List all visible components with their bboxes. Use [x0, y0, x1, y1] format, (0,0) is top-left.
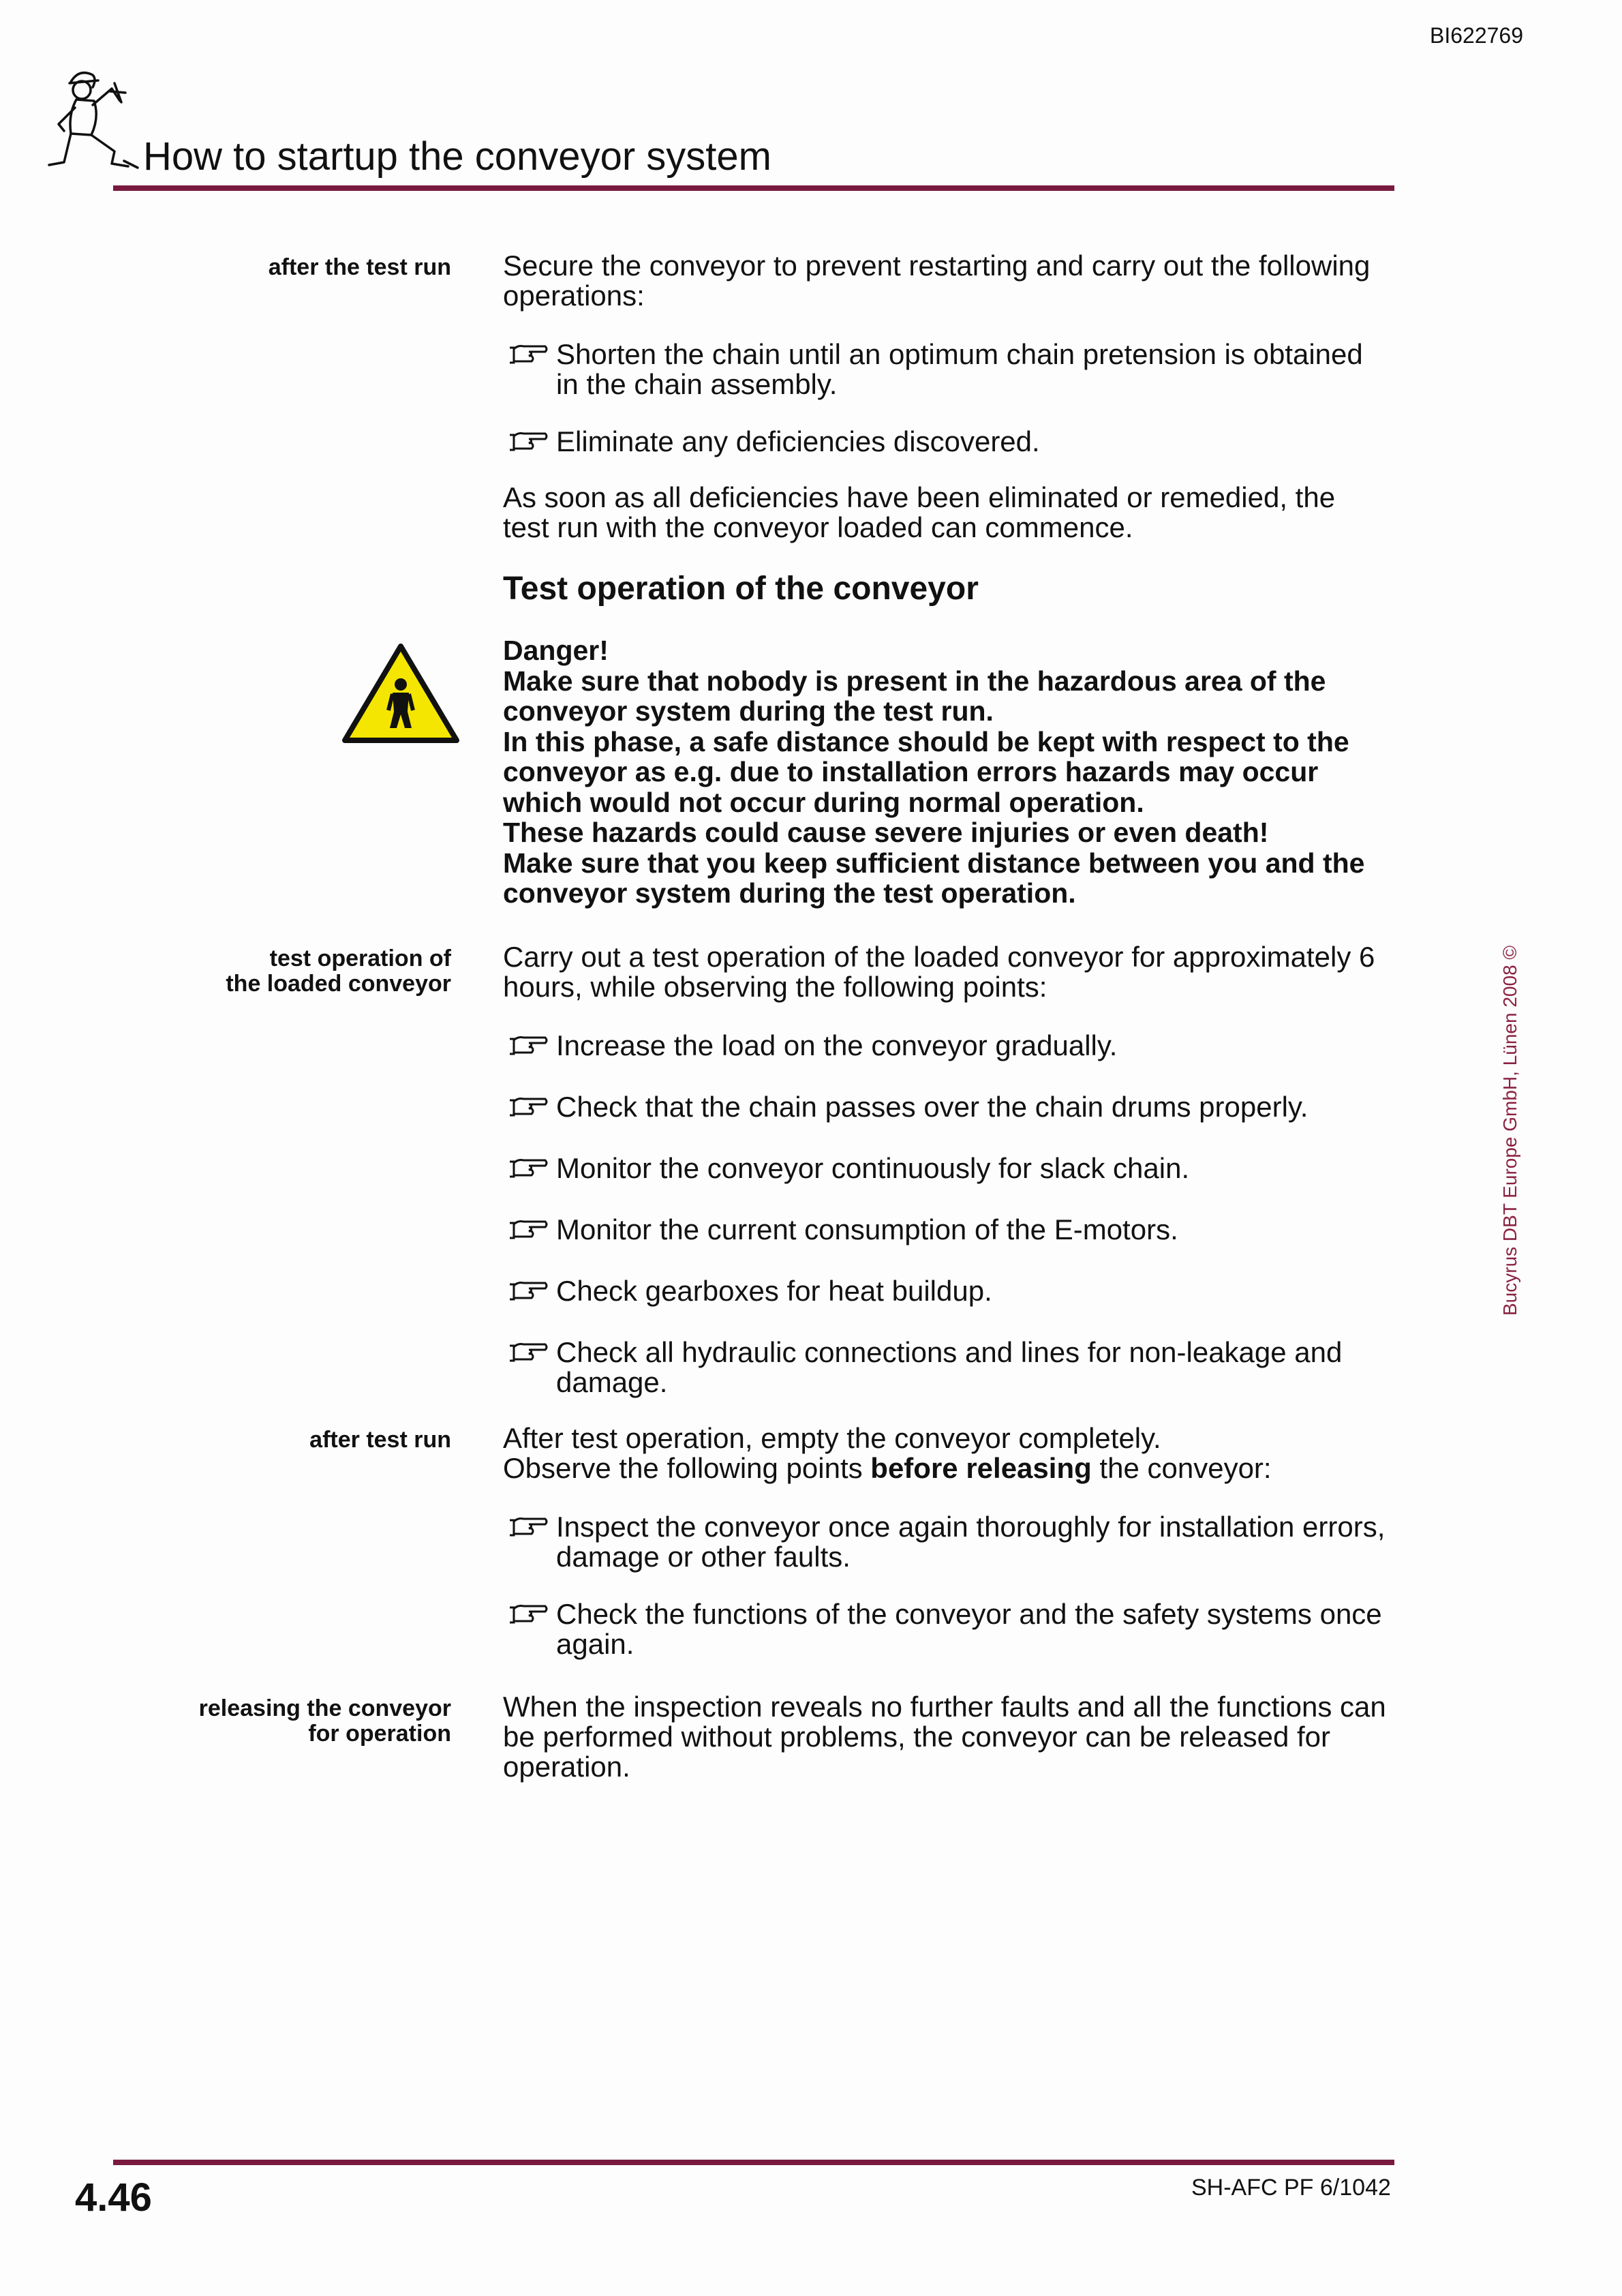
danger-line: In this phase, a safe distance should be kept with respect to the conveyor as e.g. due to installation errors hazards may occur which would not occur during normal operation. — [503, 725, 1349, 818]
instruction-line: After test operation, empty the conveyor completely. — [503, 1422, 1161, 1454]
label-line: the loaded conveyor — [226, 971, 451, 997]
label-after-test-run: after test run — [309, 1427, 451, 1453]
list-item-text: Shorten the chain until an optimum chain pretension is obtained in the chain assembly. — [556, 338, 1363, 400]
label-test-operation-loaded — [123, 946, 451, 997]
pointing-hand-icon — [508, 1032, 549, 1059]
intro-text: Carry out a test operation of the loaded conveyor for approximately 6 hours, while observing the following points: — [503, 941, 1375, 1003]
list-item — [503, 1276, 1389, 1306]
page-number: 4.46 — [75, 2175, 152, 2220]
copyright-notice: Bucyrus DBT Europe GmbH, Lünen 2008 © — [1499, 945, 1520, 1316]
pointing-hand-icon — [508, 1216, 549, 1243]
list-item — [503, 339, 1389, 399]
section-after-the-test-run — [503, 251, 1389, 543]
document-id: BI622769 — [1430, 23, 1524, 48]
pointing-hand-icon — [508, 1093, 549, 1121]
list-item-text: Monitor the conveyor continuously for slack chain. — [556, 1152, 1190, 1184]
danger-title: Danger! — [503, 635, 609, 666]
danger-notice — [503, 635, 1389, 909]
danger-line: Make sure that nobody is present in the hazardous area of the conveyor system during the test run. — [503, 665, 1326, 727]
pointing-hand-icon — [508, 1278, 549, 1305]
list-item — [503, 427, 1389, 457]
page-title: How to startup the conveyor system — [143, 134, 771, 179]
label-line: for operation — [308, 1721, 451, 1747]
label-after-the-test-run: after the test run — [268, 254, 451, 280]
list-item-text: Check gearboxes for heat buildup. — [556, 1275, 992, 1307]
list-item-text: Monitor the current consumption of the E-motors. — [556, 1213, 1178, 1245]
pointing-hand-icon — [508, 1513, 549, 1541]
pointing-hand-icon — [508, 1155, 549, 1182]
text-span: Observe the following points — [503, 1452, 871, 1484]
label-releasing-conveyor — [123, 1696, 451, 1747]
label-line: test operation of — [269, 946, 451, 971]
list-item — [503, 1599, 1389, 1659]
worker-icon — [44, 60, 139, 176]
danger-line: These hazards could cause severe injuries or even death! — [503, 817, 1269, 848]
footer-rule — [113, 2160, 1394, 2165]
list-item-text: Check that the chain passes over the chain drums properly. — [556, 1091, 1309, 1123]
list-item — [503, 1338, 1389, 1398]
pointing-hand-icon — [508, 1339, 549, 1366]
outro-text: As soon as all deficiencies have been eliminated or remedied, the test run with the conveyor loaded can commence. — [503, 481, 1336, 543]
list-item-text: Check all hydraulic connections and lines for non-leakage and damage. — [556, 1336, 1343, 1398]
list-item — [503, 1153, 1389, 1183]
list-item — [503, 1031, 1389, 1061]
list-item-text: Check the functions of the conveyor and the safety systems once again. — [556, 1598, 1382, 1660]
danger-line: Make sure that you keep sufficient distance between you and the conveyor system during the test operation. — [503, 847, 1365, 909]
instruction-line — [503, 1453, 1389, 1483]
release-text: When the inspection reveals no further faults and all the functions can be performed without problems, the conveyor can be released for operation. — [503, 1691, 1386, 1783]
pointing-hand-icon — [508, 341, 549, 368]
section-after-test-run — [503, 1423, 1389, 1659]
pointing-hand-icon — [508, 1601, 549, 1628]
warning-triangle-icon — [341, 642, 461, 744]
emphasis-text: before releasing — [870, 1452, 1092, 1484]
label-line: releasing the conveyor — [198, 1695, 451, 1721]
document-reference: SH-AFC PF 6/1042 — [1191, 2175, 1391, 2201]
list-item — [503, 1512, 1389, 1572]
section-test-operation — [503, 571, 1389, 607]
list-item — [503, 1215, 1389, 1245]
section-heading: Test operation of the conveyor — [503, 571, 979, 607]
header-rule — [113, 185, 1394, 191]
section-loaded-conveyor — [503, 942, 1389, 1398]
intro-text: Secure the conveyor to prevent restarting and carry out the following operations: — [503, 250, 1371, 312]
list-item-text: Increase the load on the conveyor gradually. — [556, 1029, 1118, 1061]
list-item — [503, 1092, 1389, 1122]
section-releasing — [503, 1692, 1389, 1782]
list-item-text: Eliminate any deficiencies discovered. — [556, 425, 1040, 457]
list-item-text: Inspect the conveyor once again thoroughly for installation errors, damage or other faults. — [556, 1511, 1386, 1573]
pointing-hand-icon — [508, 428, 549, 455]
text-span: the conveyor: — [1091, 1452, 1272, 1484]
